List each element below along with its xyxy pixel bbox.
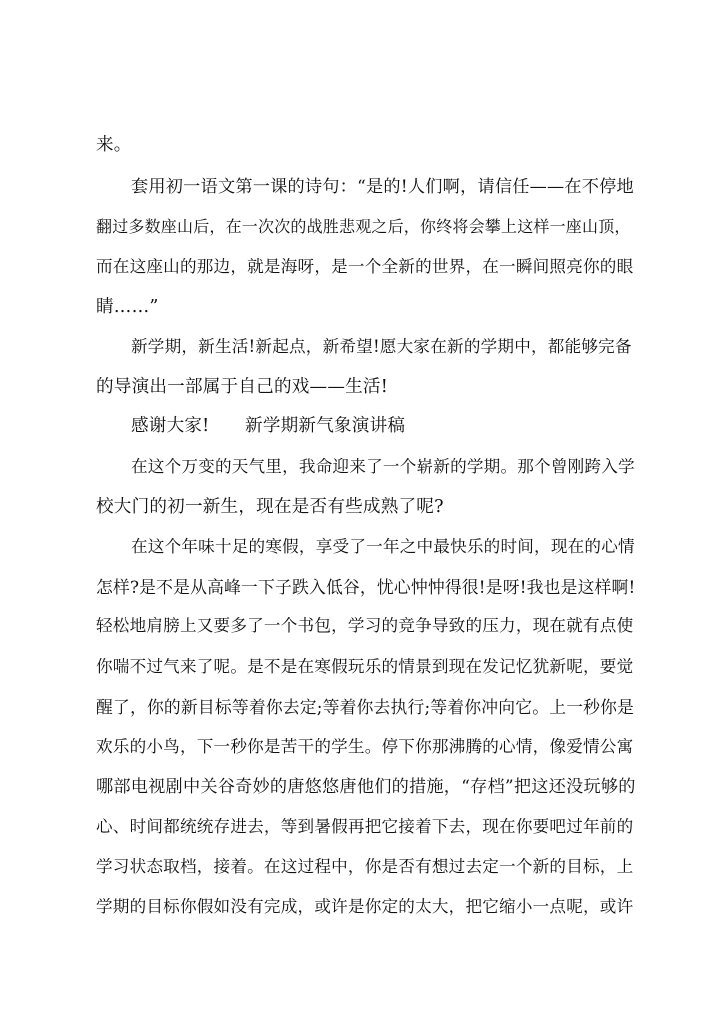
text-line: 哪部电视剧中关谷奇妙的唐悠悠唐他们的措施，“存档”把这还没玩够的 [96,777,636,797]
text-line: 翻过多数座山后，在一次次的战胜悲观之后，你终将会攀上这样一座山顶， [96,217,631,236]
text-line: 新学期，新生活!新起点，新希望!愿大家在新的学期中，都能够完备 [131,337,632,356]
text-line: 睛……” [96,297,159,317]
text-line: 套用初一语文第一课的诗句：“是的!人们啊，请信任——在不停地 [131,177,634,197]
text-line: 学习状态取档，接着。在这过程中，你是否有想过去定一个新的目标，上 [96,857,634,876]
text-line: 轻松地肩膀上又要多了一个书包，学习的竞争导致的压力，现在就有点使 [96,616,634,635]
text-line: 校大门的初一新生，现在是否有些成熟了呢? [96,497,444,517]
text-line: 的导演出一部属于自己的戏——生活! [96,377,388,397]
text-line: 怎样?是不是从高峰一下子跌入低谷，忧心忡忡得很!是呀!我也是这样啊! [96,577,636,597]
text-line: 感谢大家! 新学期新气象演讲稿 [131,416,406,436]
text-line: 而在这座山的那边，就是海呀，是一个全新的世界，在一瞬间照亮你的眼 [96,257,634,276]
text-line: 在这个万变的天气里，我命迎来了一个崭新的学期。那个曾刚跨入学 [131,457,635,476]
text-line: 心、时间都统统存进去，等到暑假再把它接着下去，现在你要吧过年前的 [96,817,634,836]
text-line: 在这个年味十足的寒假，享受了一年之中最快乐的时间，现在的心情 [131,537,635,556]
text-line: 来。 [96,135,132,155]
text-line: 欢乐的小鸟，下一秒你是苦干的学生。停下你那沸腾的心情，像爱情公寓 [96,737,634,756]
text-line: 醒了，你的新目标等着你去定;等着你去执行;等着你冲向它。上一秒你是 [96,697,635,717]
text-line: 学期的目标你假如没有完成，或许是你定的太大，把它缩小一点呢，或许 [96,897,634,916]
text-line: 你喘不过气来了呢。是不是在寒假玩乐的情景到现在发记忆犹新呢，要觉 [96,657,634,676]
